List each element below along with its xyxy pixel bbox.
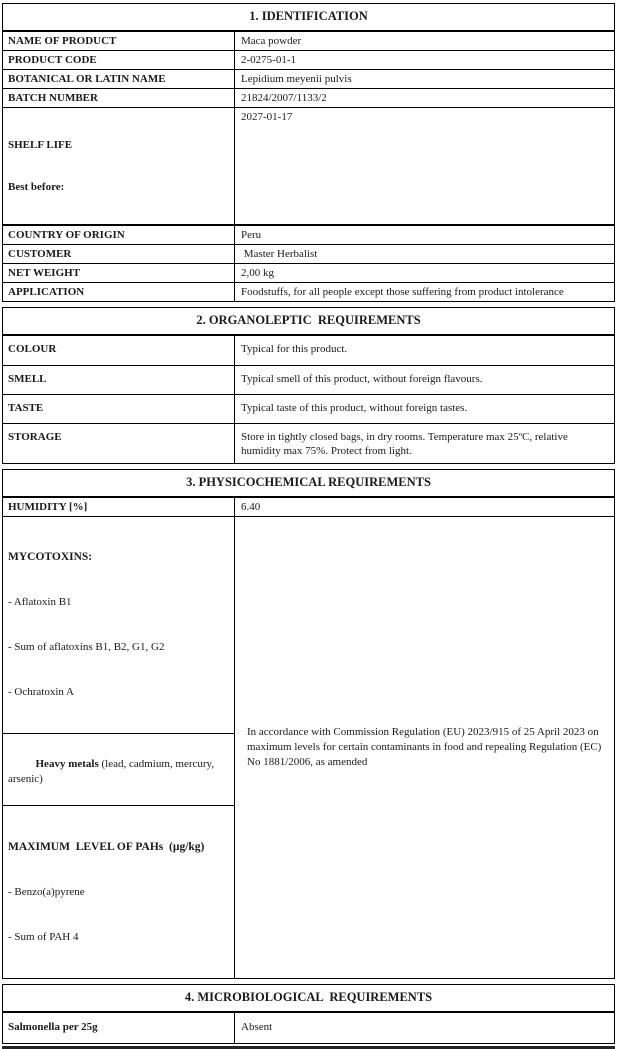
section-title-physicochemical: 3. PHYSICOCHEMICAL REQUIREMENTS xyxy=(3,470,614,498)
organoleptic-table xyxy=(2,307,615,464)
row-value: Typical smell of this product, without foreign flavours. xyxy=(241,373,483,385)
mycotoxin-item: - Ochratoxin A xyxy=(8,686,74,698)
pahs-item: - Sum of PAH 4 xyxy=(8,931,79,943)
row-value: Master Herbalist xyxy=(241,248,318,260)
row-value: 2027-01-17 xyxy=(241,111,293,123)
heavy-metals-cell xyxy=(3,733,234,805)
row-label: SHELF LIFE Best before: xyxy=(3,108,235,224)
section-title-identification: 1. IDENTIFICATION xyxy=(3,4,614,32)
row-value: 2-0275-01-1 xyxy=(241,54,296,66)
row-value: Peru xyxy=(241,229,262,241)
row-label: BATCH NUMBER xyxy=(3,89,235,107)
table-row xyxy=(3,69,614,88)
microbiological-table xyxy=(2,984,615,1044)
row-value: Typical for this product. xyxy=(241,343,348,355)
row-label: HUMIDITY [%] xyxy=(3,498,235,516)
row-label: COUNTRY OF ORIGIN xyxy=(3,226,235,244)
row-value: Typical taste of this product, without foreign tastes. xyxy=(241,402,468,414)
row-label: CUSTOMER xyxy=(3,245,235,263)
table-row xyxy=(3,88,614,107)
regulation-merged-cell xyxy=(235,517,614,978)
section-title-microbiological: 4. MICROBIOLOGICAL REQUIREMENTS xyxy=(3,985,614,1013)
row-label: NAME OF PRODUCT xyxy=(3,32,235,50)
mycotoxin-item: - Sum of aflatoxins B1, B2, G1, G2 xyxy=(8,641,165,653)
heavy-metals-detail: (lead, cadmium, mercury, arsenic) xyxy=(8,758,217,785)
table-row xyxy=(3,224,614,244)
table-row xyxy=(3,282,614,301)
mycotoxins-cell xyxy=(3,517,234,733)
row-value: 21824/2007/1133/2 xyxy=(241,92,327,104)
table-row xyxy=(3,336,614,365)
section-title-organoleptic: 2. ORGANOLEPTIC REQUIREMENTS xyxy=(3,308,614,336)
physicochemical-table xyxy=(2,469,615,979)
table-row xyxy=(3,244,614,263)
pahs-heading: MAXIMUM LEVEL OF PAHs (µg/kg) xyxy=(8,841,205,853)
table-row xyxy=(3,32,614,50)
mycotoxins-heading: MYCOTOXINS: xyxy=(8,551,93,563)
row-label: COLOUR xyxy=(3,336,235,365)
row-value: Lepidium meyenii pulvis xyxy=(241,73,352,85)
row-label: Salmonella per 25g xyxy=(3,1013,235,1043)
row-value: 2,00 kg xyxy=(241,267,274,279)
identification-table xyxy=(2,3,615,302)
regulation-text: In accordance with Commission Regulation (EU) 2023/915 of 25 April 2023 on maximum levels for certain contaminants in food and repealing Regulation (EC) No 1881/2006, as amended xyxy=(247,726,605,768)
row-value: Maca powder xyxy=(241,35,302,47)
table-row-shelf-life xyxy=(3,107,614,224)
table-row-salmonella xyxy=(3,1013,614,1043)
contaminants-group-row xyxy=(3,516,614,978)
row-value: 6.40 xyxy=(241,501,261,513)
pahs-item: - Benzo(a)pyrene xyxy=(8,886,85,898)
mycotoxin-item: - Aflatoxin B1 xyxy=(8,596,72,608)
row-label: BOTANICAL OR LATIN NAME xyxy=(3,70,235,88)
heavy-metals-heading: Heavy metals xyxy=(35,758,99,770)
table-row-storage xyxy=(3,423,614,463)
row-label: SMELL xyxy=(3,366,235,394)
row-label: NET WEIGHT xyxy=(3,264,235,282)
contaminants-labels-column xyxy=(3,517,235,978)
table-row xyxy=(3,50,614,69)
table-row xyxy=(3,263,614,282)
table-row xyxy=(3,394,614,423)
row-label: TASTE xyxy=(3,395,235,423)
row-label: STORAGE xyxy=(3,424,235,463)
row-value: Absent xyxy=(241,1021,273,1033)
row-label: APPLICATION xyxy=(3,283,235,301)
table-row xyxy=(3,365,614,394)
row-label: PRODUCT CODE xyxy=(3,51,235,69)
row-value: Store in tightly closed bags, in dry rooms. Temperature max 25ºC, relative humidity max 75%. Protect from light. xyxy=(241,431,571,457)
table-row-humidity xyxy=(3,498,614,516)
row-value: Foodstuffs, for all people except those suffering from product intolerance xyxy=(241,286,564,298)
pahs-cell xyxy=(3,805,234,978)
